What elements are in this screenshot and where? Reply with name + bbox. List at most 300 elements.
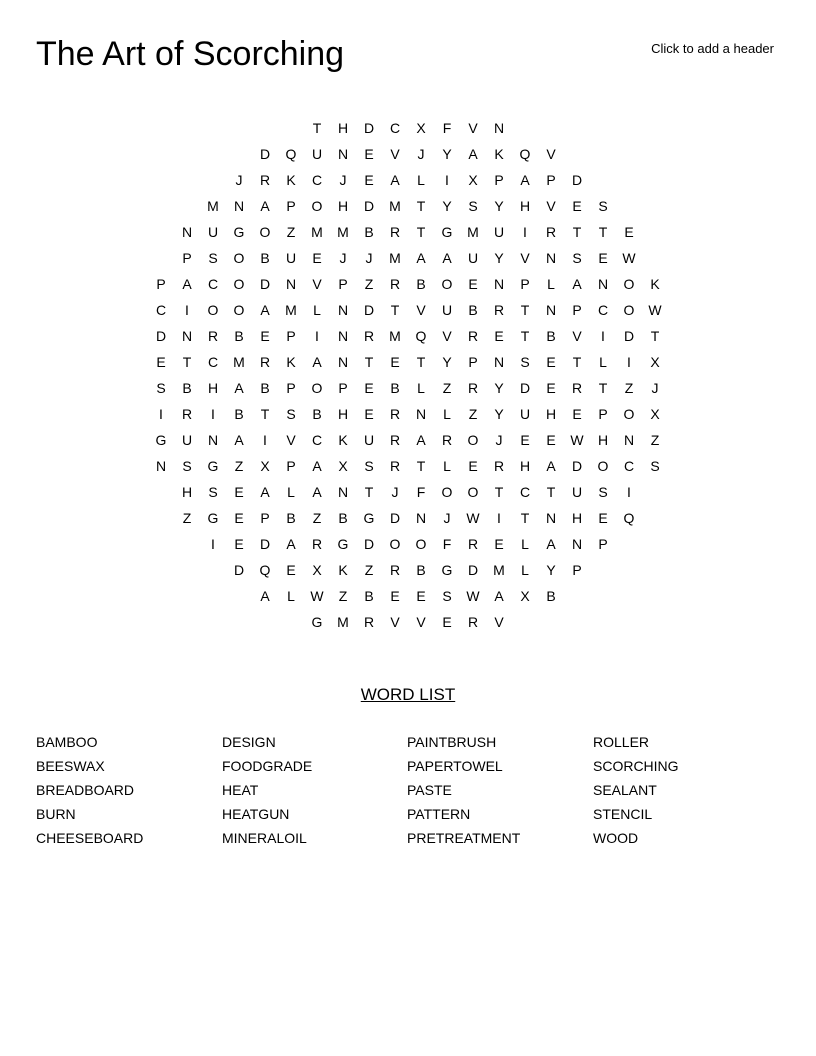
grid-letter: Z (234, 458, 244, 474)
grid-letter: I (315, 328, 319, 344)
grid-letter: M (467, 224, 479, 240)
grid-letter: K (650, 276, 660, 292)
grid-letter: Y (494, 198, 504, 214)
grid-letter: T (260, 406, 270, 422)
grid-letter: F (442, 120, 452, 136)
grid-letter: J (365, 250, 373, 266)
grid-letter: D (155, 328, 167, 344)
grid-letter: M (337, 614, 349, 630)
grid-letter: R (363, 328, 375, 344)
grid-letter: S (468, 198, 478, 214)
word-list-item: HEAT (222, 782, 259, 798)
grid-letter: O (311, 198, 323, 214)
grid-letter: P (338, 380, 348, 396)
grid-letter: A (546, 458, 556, 474)
word-list-item: STENCIL (593, 806, 653, 822)
grid-letter: R (389, 406, 401, 422)
grid-letter: V (312, 276, 322, 292)
word-list-column-2 (222, 730, 402, 850)
grid-letter: V (494, 614, 504, 630)
grid-letter: P (598, 536, 608, 552)
grid-letter: H (337, 120, 349, 136)
grid-letter: R (493, 302, 505, 318)
grid-letter: A (260, 198, 270, 214)
grid-letter: E (572, 406, 582, 422)
word-list-column-3 (407, 730, 587, 850)
grid-letter: A (260, 588, 270, 604)
grid-letter: P (546, 172, 556, 188)
grid-letter: A (312, 484, 322, 500)
grid-letter: O (389, 536, 401, 552)
grid-letter: F (416, 484, 426, 500)
grid-letter: S (208, 484, 218, 500)
grid-letter: H (571, 510, 583, 526)
grid-letter: X (338, 458, 348, 474)
word-list-column-4 (593, 730, 773, 850)
grid-letter: X (260, 458, 270, 474)
word-list-item: WOOD (593, 830, 639, 846)
grid-letter: C (311, 172, 323, 188)
grid-letter: N (337, 354, 349, 370)
grid-letter: R (259, 354, 271, 370)
grid-letter: K (286, 354, 296, 370)
grid-letter: Z (442, 380, 452, 396)
grid-letter: B (260, 380, 270, 396)
grid-letter: U (519, 406, 531, 422)
grid-letter: N (545, 510, 557, 526)
grid-letter: B (338, 510, 348, 526)
grid-letter: P (286, 458, 296, 474)
grid-letter: V (390, 614, 400, 630)
grid-letter: L (313, 302, 321, 318)
grid-letter: E (312, 250, 322, 266)
grid-letter: E (520, 432, 530, 448)
grid-letter: X (650, 354, 660, 370)
grid-letter: N (181, 224, 193, 240)
grid-letter: M (389, 328, 401, 344)
grid-letter: X (520, 588, 530, 604)
grid-letter: F (442, 536, 452, 552)
word-list-item: SEALANT (593, 782, 657, 798)
grid-letter: R (389, 458, 401, 474)
grid-letter: E (546, 354, 556, 370)
grid-letter: I (627, 484, 631, 500)
grid-letter: W (648, 302, 662, 318)
grid-letter: V (416, 614, 426, 630)
grid-letter: E (598, 250, 608, 266)
grid-letter: C (389, 120, 401, 136)
word-list-item: SCORCHING (593, 758, 679, 774)
grid-letter: B (364, 588, 374, 604)
grid-letter: M (285, 302, 297, 318)
grid-letter: O (623, 406, 635, 422)
grid-letter: Y (494, 380, 504, 396)
grid-letter: D (259, 536, 271, 552)
grid-letter: A (312, 458, 322, 474)
grid-letter: L (443, 458, 451, 474)
grid-letter: I (211, 406, 215, 422)
grid-letter: N (597, 276, 609, 292)
grid-letter: E (468, 458, 478, 474)
grid-letter: U (285, 250, 297, 266)
grid-letter: S (442, 588, 452, 604)
grid-letter: O (441, 276, 453, 292)
grid-letter: K (338, 432, 348, 448)
grid-letter: N (337, 328, 349, 344)
grid-letter: W (622, 250, 636, 266)
grid-letter: L (417, 380, 425, 396)
grid-letter: V (416, 302, 426, 318)
grid-letter: Y (494, 250, 504, 266)
word-list-item: BEESWAX (36, 758, 105, 774)
grid-letter: N (571, 536, 583, 552)
grid-letter: C (519, 484, 531, 500)
grid-letter: P (286, 198, 296, 214)
grid-letter: B (364, 224, 374, 240)
word-list-item: CHEESEBOARD (36, 830, 144, 846)
grid-letter: N (181, 328, 193, 344)
grid-letter: E (234, 484, 244, 500)
grid-letter: J (417, 146, 425, 162)
grid-letter: O (467, 484, 479, 500)
grid-letter: Z (338, 588, 348, 604)
grid-letter: N (233, 198, 245, 214)
grid-letter: W (310, 588, 324, 604)
grid-letter: D (467, 562, 479, 578)
grid-letter: B (416, 276, 426, 292)
grid-letter: A (286, 536, 296, 552)
grid-letter: B (546, 328, 556, 344)
grid-letter: K (494, 146, 504, 162)
grid-letter: E (546, 380, 556, 396)
grid-letter: D (259, 146, 271, 162)
grid-letter: O (467, 432, 479, 448)
grid-letter: A (494, 588, 504, 604)
grid-letter: A (234, 432, 244, 448)
grid-letter: N (337, 146, 349, 162)
grid-letter: G (155, 432, 167, 448)
grid-letter: A (546, 536, 556, 552)
grid-letter: Q (285, 146, 297, 162)
grid-letter: O (207, 302, 219, 318)
grid-letter: I (627, 354, 631, 370)
grid-letter: I (445, 172, 449, 188)
grid-letter: O (311, 380, 323, 396)
grid-letter: P (572, 562, 582, 578)
grid-letter: E (364, 380, 374, 396)
grid-letter: E (234, 510, 244, 526)
grid-letter: Y (442, 146, 452, 162)
grid-letter: R (181, 406, 193, 422)
grid-letter: O (623, 302, 635, 318)
grid-letter: S (598, 198, 608, 214)
grid-letter: D (363, 302, 375, 318)
word-list-title: WORD LIST (360, 685, 456, 704)
header-placeholder[interactable]: Click to add a header (651, 41, 774, 56)
grid-letter: J (443, 510, 451, 526)
grid-letter: N (337, 484, 349, 500)
grid-letter: B (312, 406, 322, 422)
grid-letter: V (546, 198, 556, 214)
grid-letter: R (363, 614, 375, 630)
grid-letter: D (571, 458, 583, 474)
grid-letter: A (234, 380, 244, 396)
grid-letter: E (416, 588, 426, 604)
grid-letter: Z (286, 224, 296, 240)
grid-letter: J (651, 380, 659, 396)
grid-letter: P (260, 510, 270, 526)
grid-letter: T (572, 224, 582, 240)
word-list-item: PASTE (407, 782, 452, 798)
grid-letter: P (598, 406, 608, 422)
grid-letter: H (207, 380, 219, 396)
grid-letter: X (416, 120, 426, 136)
grid-letter: T (520, 328, 530, 344)
word-list-item: BAMBOO (36, 734, 98, 750)
grid-letter: Z (468, 406, 478, 422)
grid-letter: D (363, 536, 375, 552)
grid-letter: I (159, 406, 163, 422)
grid-letter: H (337, 198, 349, 214)
grid-letter: V (390, 146, 400, 162)
grid-letter: R (467, 536, 479, 552)
grid-letter: O (259, 224, 271, 240)
grid-letter: A (442, 250, 452, 266)
word-list-item: BURN (36, 806, 76, 822)
grid-letter: Z (364, 562, 374, 578)
grid-letter: D (363, 198, 375, 214)
grid-letter: R (441, 432, 453, 448)
grid-letter: X (650, 406, 660, 422)
grid-letter: V (442, 328, 452, 344)
grid-letter: U (181, 432, 193, 448)
grid-letter: H (181, 484, 193, 500)
grid-letter: P (520, 276, 530, 292)
grid-letter: N (207, 432, 219, 448)
grid-letter: M (493, 562, 505, 578)
grid-letter: A (260, 484, 270, 500)
grid-letter: P (338, 276, 348, 292)
grid-letter: O (233, 302, 245, 318)
grid-letter: G (207, 510, 219, 526)
word-list-column-1 (36, 730, 216, 850)
grid-letter: L (599, 354, 607, 370)
grid-letter: N (155, 458, 167, 474)
grid-letter: I (211, 536, 215, 552)
grid-letter: E (390, 588, 400, 604)
grid-letter: S (182, 458, 192, 474)
grid-letter: R (389, 224, 401, 240)
grid-letter: R (207, 328, 219, 344)
grid-letter: G (207, 458, 219, 474)
grid-letter: V (546, 146, 556, 162)
grid-letter: R (389, 276, 401, 292)
grid-letter: X (312, 562, 322, 578)
grid-letter: B (286, 510, 296, 526)
grid-letter: N (285, 276, 297, 292)
grid-letter: U (311, 146, 323, 162)
grid-letter: W (570, 432, 584, 448)
grid-letter: D (363, 120, 375, 136)
grid-letter: E (156, 354, 166, 370)
grid-letter: N (545, 250, 557, 266)
grid-letter: T (416, 354, 426, 370)
grid-letter: J (495, 432, 503, 448)
grid-letter: Z (650, 432, 660, 448)
grid-letter: I (497, 510, 501, 526)
grid-letter: R (389, 432, 401, 448)
word-list-item: ROLLER (593, 734, 650, 750)
grid-letter: U (571, 484, 583, 500)
grid-letter: S (208, 250, 218, 266)
grid-letter: A (468, 146, 478, 162)
grid-letter: M (337, 224, 349, 240)
grid-letter: C (311, 432, 323, 448)
grid-letter: L (521, 562, 529, 578)
word-list-item: PAINTBRUSH (407, 734, 497, 750)
grid-letter: G (363, 510, 375, 526)
grid-letter: N (493, 120, 505, 136)
grid-letter: M (233, 354, 245, 370)
grid-letter: L (443, 406, 451, 422)
grid-letter: G (311, 614, 323, 630)
grid-letter: Y (442, 198, 452, 214)
grid-letter: A (416, 432, 426, 448)
grid-letter: S (286, 406, 296, 422)
grid-letter: S (650, 458, 660, 474)
grid-letter: G (233, 224, 245, 240)
grid-letter: T (364, 484, 374, 500)
grid-letter: U (467, 250, 479, 266)
grid-letter: C (623, 458, 635, 474)
word-list-item: FOODGRADE (222, 758, 313, 774)
grid-letter: E (260, 328, 270, 344)
grid-letter: J (391, 484, 399, 500)
grid-letter: B (390, 380, 400, 396)
grid-letter: D (389, 510, 401, 526)
grid-letter: G (337, 536, 349, 552)
grid-letter: R (467, 614, 479, 630)
grid-letter: S (364, 458, 374, 474)
grid-letter: U (493, 224, 505, 240)
grid-letter: D (571, 172, 583, 188)
grid-letter: T (364, 354, 374, 370)
grid-letter: R (467, 328, 479, 344)
grid-letter: B (416, 562, 426, 578)
grid-letter: R (467, 380, 479, 396)
grid-letter: H (519, 458, 531, 474)
grid-letter: T (416, 458, 426, 474)
grid-letter: E (286, 562, 296, 578)
grid-letter: A (572, 276, 582, 292)
grid-letter: R (571, 380, 583, 396)
grid-letter: C (597, 302, 609, 318)
grid-letter: T (416, 198, 426, 214)
grid-letter: E (624, 224, 634, 240)
page-title: The Art of Scorching (36, 35, 345, 73)
grid-letter: E (390, 354, 400, 370)
grid-letter: T (520, 510, 530, 526)
grid-letter: E (546, 432, 556, 448)
grid-letter: J (235, 172, 243, 188)
grid-letter: M (389, 250, 401, 266)
grid-letter: I (523, 224, 527, 240)
grid-letter: B (182, 380, 192, 396)
grid-letter: Q (519, 146, 531, 162)
grid-letter: L (417, 172, 425, 188)
grid-letter: E (598, 510, 608, 526)
grid-letter: T (494, 484, 504, 500)
grid-letter: P (156, 276, 166, 292)
grid-letter: D (623, 328, 635, 344)
grid-letter: E (364, 406, 374, 422)
grid-letter: P (494, 172, 504, 188)
grid-letter: A (260, 302, 270, 318)
grid-letter: A (312, 354, 322, 370)
grid-letter: E (494, 328, 504, 344)
grid-letter: D (233, 562, 245, 578)
grid-letter: E (364, 172, 374, 188)
grid-letter: Y (442, 354, 452, 370)
grid-letter: Y (494, 406, 504, 422)
word-list-item: MINERALOIL (222, 830, 307, 846)
grid-letter: N (415, 510, 427, 526)
grid-letter: Q (623, 510, 635, 526)
grid-letter: U (363, 432, 375, 448)
word-list-item: DESIGN (222, 734, 276, 750)
grid-letter: O (233, 276, 245, 292)
grid-letter: P (182, 250, 192, 266)
grid-letter: V (286, 432, 296, 448)
grid-letter: P (286, 328, 296, 344)
grid-letter: N (623, 432, 635, 448)
grid-letter: N (493, 354, 505, 370)
grid-letter: S (598, 484, 608, 500)
grid-letter: U (207, 224, 219, 240)
grid-letter: B (234, 328, 244, 344)
grid-letter: H (545, 406, 557, 422)
grid-letter: R (493, 458, 505, 474)
grid-letter: T (546, 484, 556, 500)
grid-letter: K (286, 172, 296, 188)
grid-letter: N (415, 406, 427, 422)
grid-letter: R (311, 536, 323, 552)
grid-letter: V (468, 120, 478, 136)
grid-letter: M (311, 224, 323, 240)
grid-letter: M (207, 198, 219, 214)
grid-letter: Q (415, 328, 427, 344)
grid-letter: P (286, 380, 296, 396)
grid-letter: E (442, 614, 452, 630)
grid-letter: J (339, 250, 347, 266)
grid-letter: X (468, 172, 478, 188)
grid-letter: N (337, 302, 349, 318)
grid-letter: N (545, 302, 557, 318)
grid-letter: L (547, 276, 555, 292)
grid-letter: S (520, 354, 530, 370)
grid-letter: N (493, 276, 505, 292)
grid-letter: C (207, 354, 219, 370)
grid-letter: Y (546, 562, 556, 578)
grid-letter: B (468, 302, 478, 318)
grid-letter: O (415, 536, 427, 552)
grid-letter: Z (624, 380, 634, 396)
grid-letter: E (364, 146, 374, 162)
grid-letter: I (263, 432, 267, 448)
word-list-item: PATTERN (407, 806, 471, 822)
grid-letter: L (287, 588, 295, 604)
grid-letter: T (520, 302, 530, 318)
